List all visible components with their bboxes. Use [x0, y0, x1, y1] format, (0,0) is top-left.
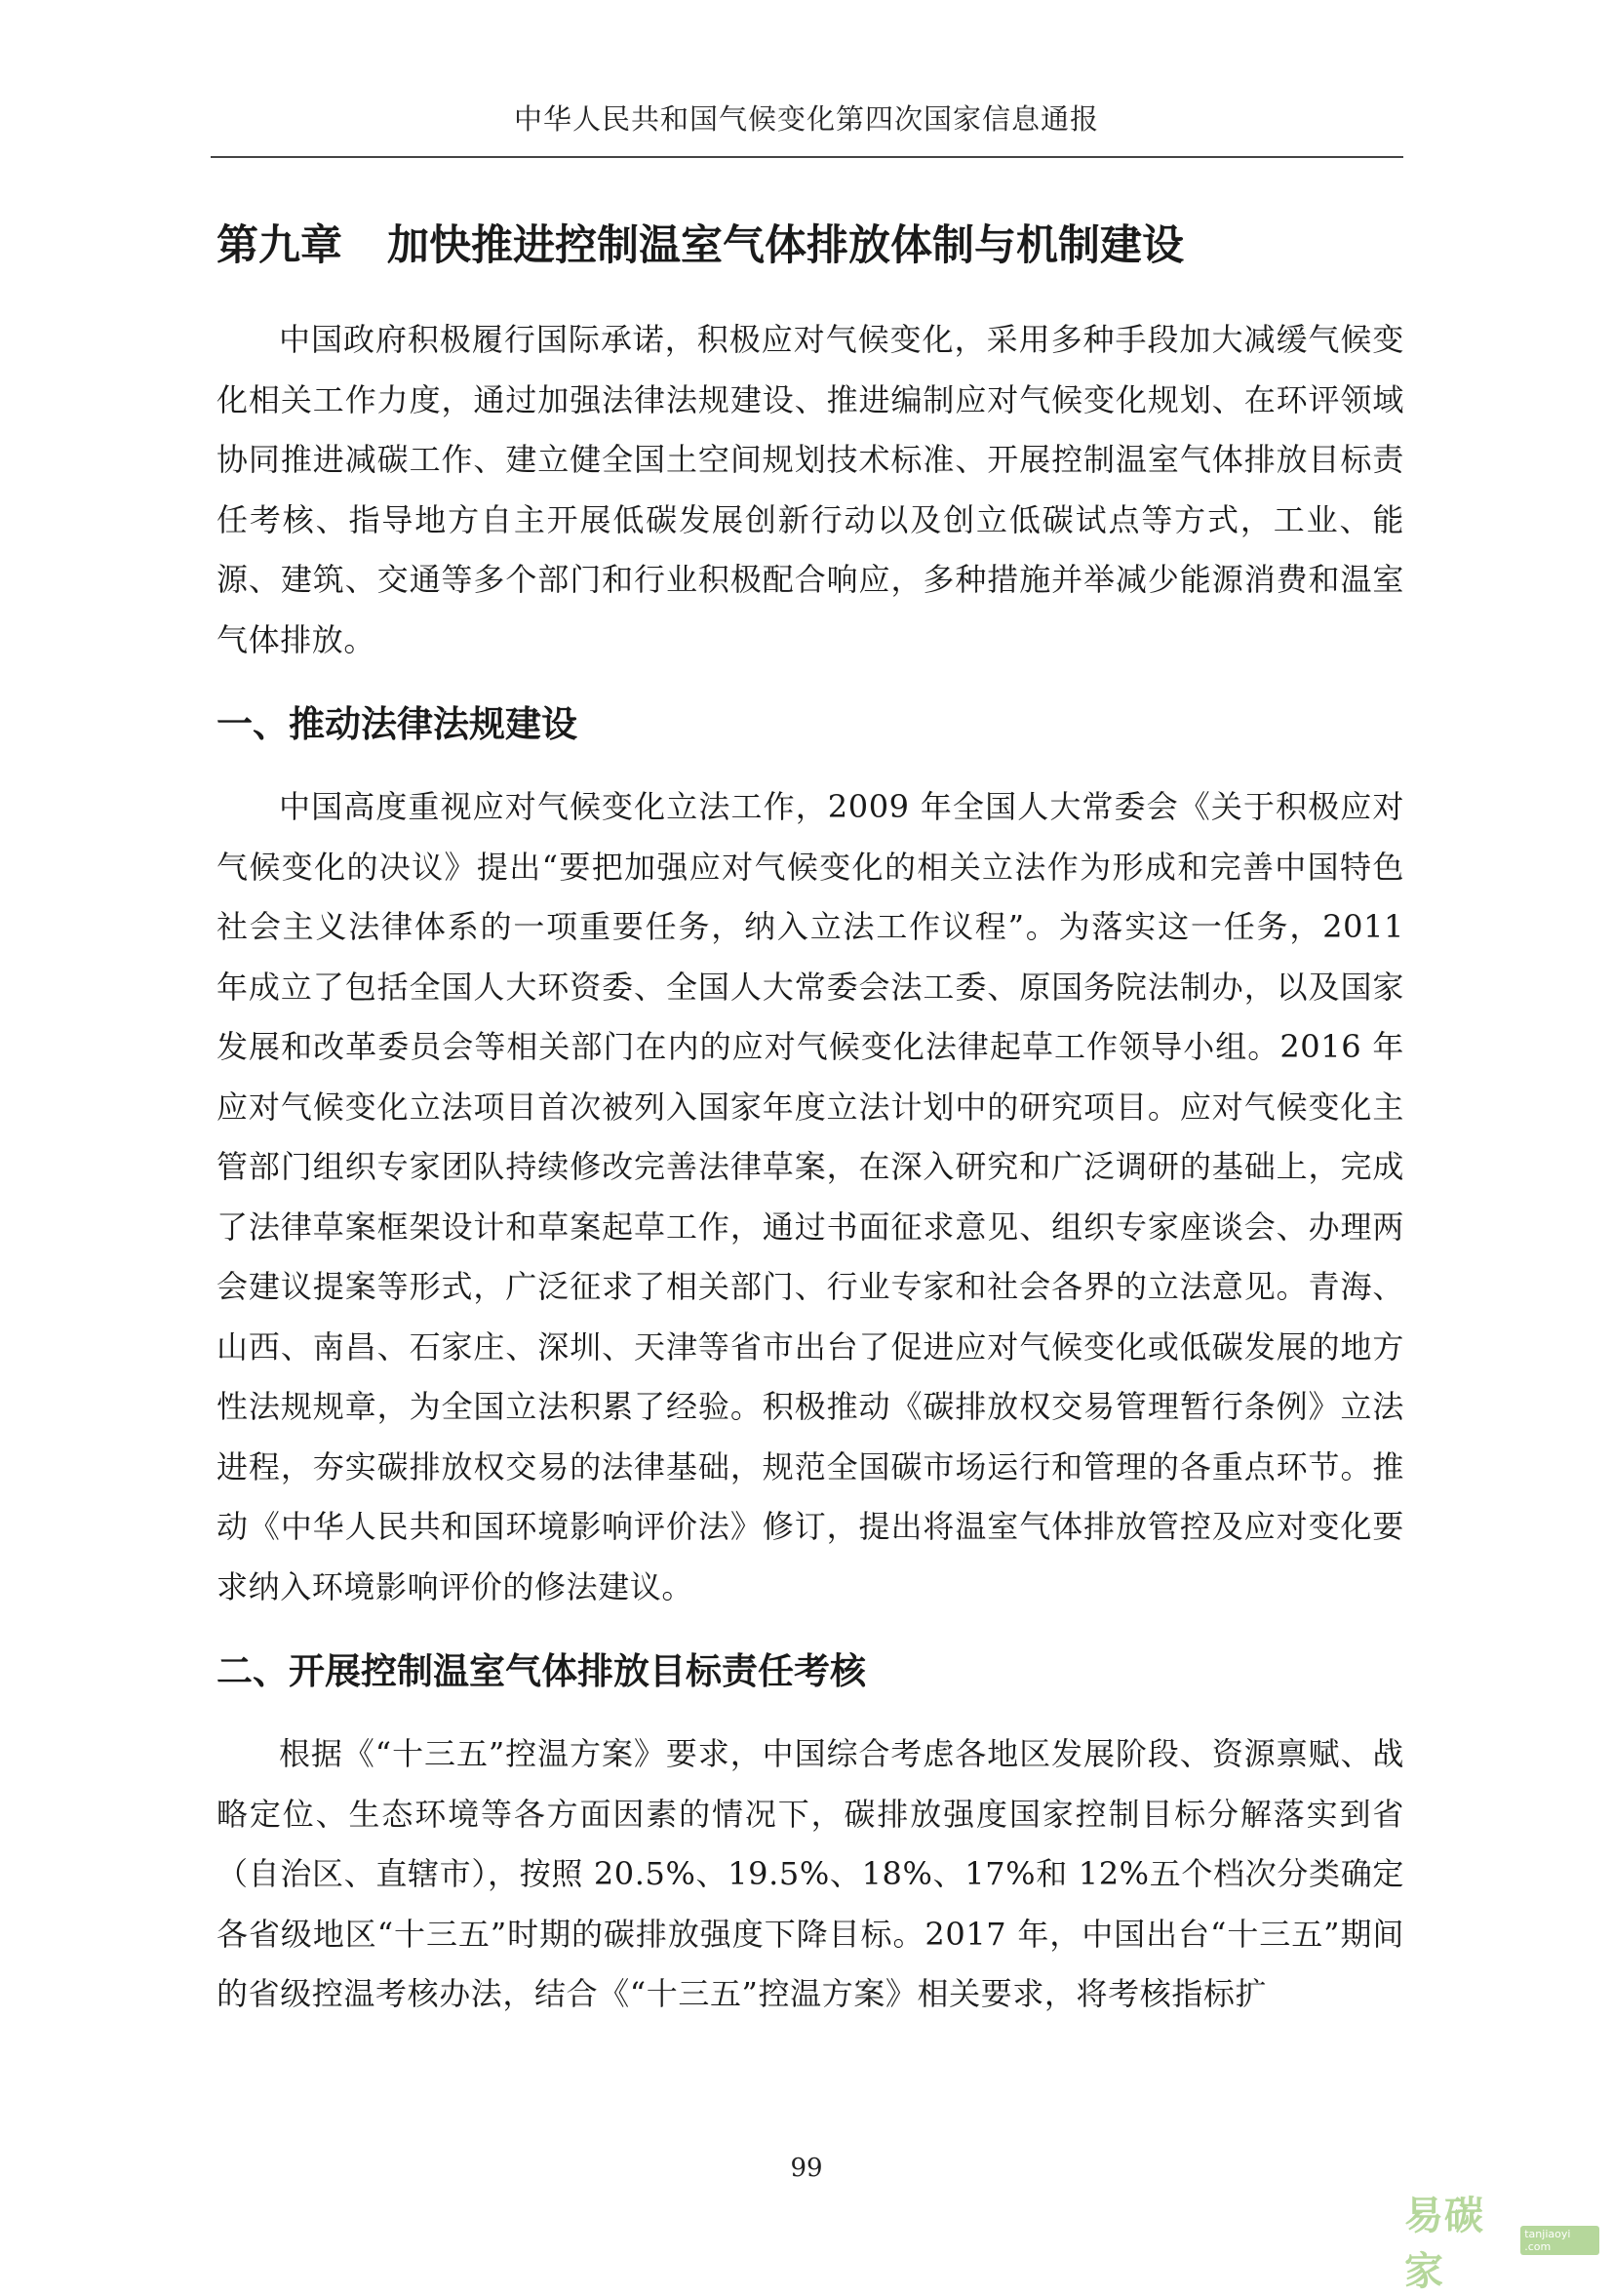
document-body — [216, 195, 1404, 2025]
intro-paragraph: 中国政府积极履行国际承诺，积极应对气候变化，采用多种手段加大减缓气候变化相关工作力度，通过加强法律法规建设、推进编制应对气候变化规划、在环评领域协同推进减碳工作、建立健全国土空间规划技术标准、开展控制温室气体排放目标责任考核、指导地方自主开展低碳发展创新行动以及创立低碳试点等方式，工业、能源、建筑、交通等多个部门和行业积极配合响应，多种措施并举减少能源消费和温室气体排放。 — [216, 321, 1404, 658]
header-divider — [211, 156, 1403, 158]
chapter-number: 第九章 — [216, 221, 342, 270]
chapter-title-text: 加快推进控制温室气体排放体制与机制建设 — [387, 221, 1184, 270]
section-2-paragraph: 根据《“十三五”控温方案》要求，中国综合考虑各地区发展阶段、资源禀赋、战略定位、生态环境等各方面因素的情况下，碳排放强度国家控制目标分解落实到省（自治区、直辖市），按照 20.5%、19.5%、18%、17%和 12%五个档次分类确定各省级地区“十三五”时期的碳排放强度下降目标。2017 年，中国出台“十三五”期间的省级控温考核办法，结合《“十三五”控温方案》相关要求，将考核指标扩 — [216, 1735, 1404, 2012]
watermark-logo-icon: 易碳家 — [1404, 2194, 1484, 2294]
running-header: 中华人民共和国气候变化第四次国家信息通报 — [513, 102, 1099, 136]
section-title-1: 一、推动法律法规建设 — [216, 703, 577, 745]
site-watermark — [1404, 2194, 1599, 2294]
watermark-site-badge: tanjiaoyi .com — [1520, 2226, 1599, 2255]
chapter-title — [216, 217, 1404, 275]
section-title-2: 二、开展控制温室气体排放目标责任考核 — [216, 1650, 866, 1692]
section-1-paragraph: 中国高度重视应对气候变化立法工作，2009 年全国人大常委会《关于积极应对气候变化的决议》提出“要把加强应对气候变化的相关立法作为形成和完善中国特色社会主义法律体系的一项重要任务，纳入立法工作议程”。为落实这一任务，2011 年成立了包括全国人大环资委、全国人大常委会法工委、原国务院法制办，以及国家发展和改革委员会等相关部门在内的应对气候变化法律起草工作领导小组。2016 年应对气候变化立法项目首次被列入国家年度立法计划中的研究项目。应对气候变化主管部门组织专家团队持续修改完善法律草案，在深入研究和广泛调研的基础上，完成了法律草案框架设计和草案起草工作，通过书面征求意见、组织专家座谈会、办理两会建议提案等形式，广泛征求了相关部门、行业专家和社会各界的立法意见。青海、山西、南昌、石家庄、深圳、天津等省市出台了促进应对气候变化或低碳发展的地方性法规规章，为全国立法积累了经验。积极推动《碳排放权交易管理暂行条例》立法进程，夯实碳排放权交易的法律基础，规范全国碳市场运行和管理的各重点环节。推动《中华人民共和国环境影响评价法》修订，提出将温室气体排放管控及应对变化要求纳入环境影响评价的修法建议。 — [216, 788, 1404, 1605]
page-number: 99 — [790, 2154, 823, 2183]
